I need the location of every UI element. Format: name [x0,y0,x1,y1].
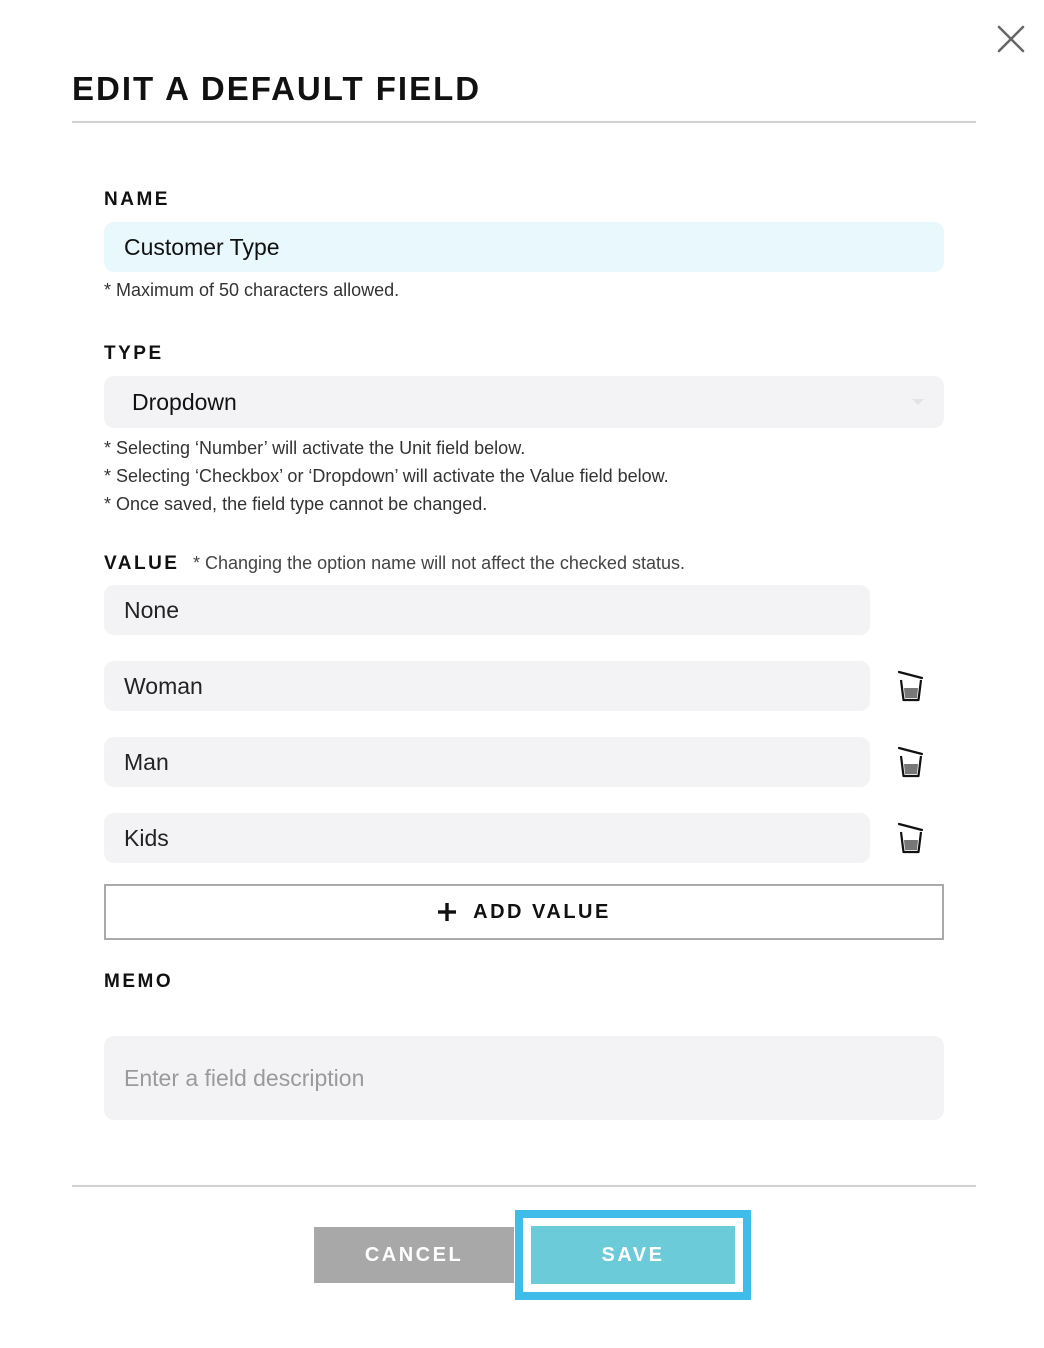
value-input-kids[interactable] [104,813,870,863]
value-label: VALUE [104,553,180,574]
type-hint-number: * Selecting ‘Number’ will activate the Unit field below. [104,438,526,458]
trash-icon [896,669,926,703]
plus-icon [437,902,457,922]
type-hint-locked: * Once saved, the field type cannot be changed. [104,494,488,514]
delete-value-button[interactable] [896,745,926,779]
save-focus-gap [523,1218,743,1292]
save-button[interactable]: SAVE [531,1226,735,1284]
dialog-title: EDIT A DEFAULT FIELD [72,70,482,107]
delete-value-button[interactable] [896,669,926,703]
value-input-woman[interactable] [104,661,870,711]
value-input-man[interactable] [104,737,870,787]
footer-divider [72,1185,976,1187]
name-hint: * Maximum of 50 characters allowed. [104,280,400,300]
trash-icon [896,821,926,855]
memo-input[interactable] [104,1036,944,1120]
cancel-button[interactable]: CANCEL [314,1227,514,1283]
name-label: NAME [104,189,170,210]
type-hint-checkbox: * Selecting ‘Checkbox’ or ‘Dropdown’ will activate the Value field below. [104,466,669,486]
trash-icon [896,745,926,779]
type-select[interactable] [104,376,944,428]
close-button[interactable] [994,22,1028,56]
delete-value-button[interactable] [896,821,926,855]
chevron-down-icon [912,399,924,405]
name-input[interactable] [104,222,944,272]
header-divider [72,121,976,123]
type-select-value: Dropdown [132,388,237,415]
memo-label: MEMO [104,971,174,992]
type-label: TYPE [104,343,164,364]
value-input-none[interactable] [104,585,870,635]
add-value-button[interactable] [104,884,944,940]
save-focus-ring [515,1210,751,1300]
value-hint: * Changing the option name will not affect the checked status. [193,553,685,573]
add-value-label: ADD VALUE [473,900,611,923]
close-icon [994,22,1028,56]
